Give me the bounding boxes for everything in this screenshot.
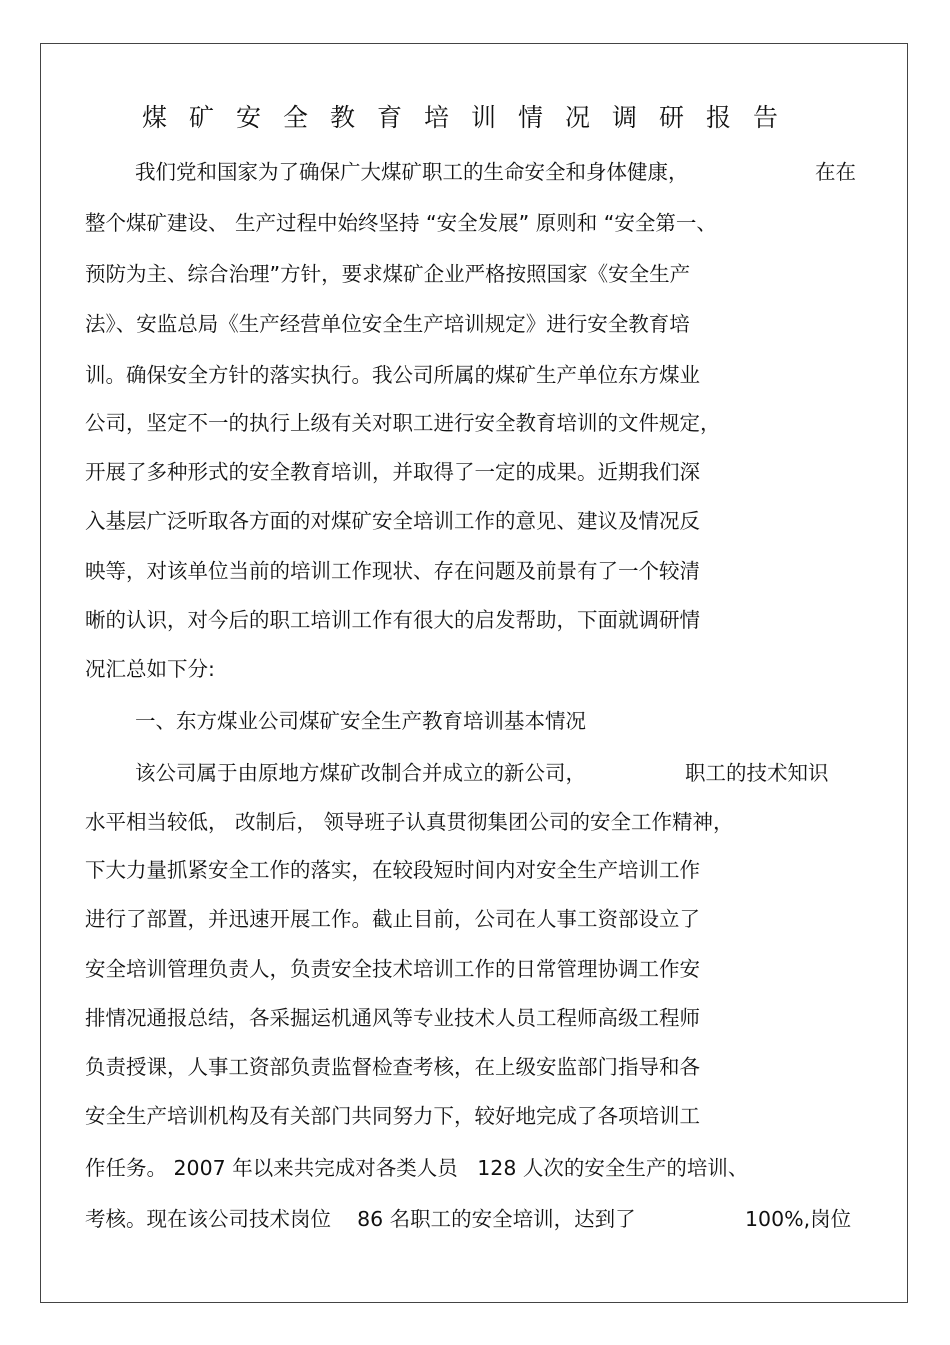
paragraph-line: 况汇总如下分: (85, 657, 215, 681)
paragraph-line: 排情况通报总结，各采掘运机通风等专业技术人员工程师高级工程师 (85, 1006, 700, 1030)
paragraph-line: 预防为主、综合治理”方针，要求煤矿企业严格按照国家《安全生产 (85, 262, 691, 286)
line-tail-text: 在在 (815, 160, 856, 184)
line-tail-text: 职工的技术知识 (685, 761, 829, 785)
paragraph-line: 安全生产培训机构及有关部门共同努力下，较好地完成了各项培训工 (85, 1104, 700, 1128)
paragraph-line: 进行了部置，并迅速开展工作。截止目前，公司在人事工资部设立了 (85, 907, 700, 931)
paragraph-line: 映等，对该单位当前的培训工作现状、存在问题及前景有了一个较清 (85, 559, 700, 583)
paragraph-line: 训。确保安全方针的落实执行。我公司所属的煤矿生产单位东方煤业 (85, 363, 700, 387)
paragraph-line: 法》、安监总局《生产经营单位安全生产培训规定》进行安全教育培 (85, 312, 690, 336)
document-title: 煤矿安全教育培训情况调研报告 (142, 103, 801, 132)
paragraph-line: 该公司属于由原地方煤矿改制合并成立的新公司， 职工的技术知识 (135, 757, 586, 789)
paragraph-line: 入基层广泛听取各方面的对煤矿安全培训工作的意见、建议及情况反 (85, 509, 700, 533)
paragraph-line: 考核。现在该公司技术岗位 86 名职工的安全培训，达到了 100%,岗位 (85, 1203, 636, 1235)
paragraph-line: 水平相当较低， 改制后， 领导班子认真贯彻集团公司的安全工作精神， (85, 810, 734, 834)
paragraph-line: 晰的认识，对今后的职工培训工作有很大的启发帮助，下面就调研情 (85, 608, 700, 632)
paragraph-line: 我们党和国家为了确保广大煤矿职工的生命安全和身体健康， 在在 (135, 156, 689, 188)
line-tail-text: 100%,岗位 (745, 1207, 852, 1231)
paragraph-line: 公司，坚定不一的执行上级有关对职工进行安全教育培训的文件规定， (85, 411, 721, 435)
paragraph-line: 作任务。 2007 年以来共完成对各类人员 128 人次的安全生产的培训、 (85, 1156, 749, 1180)
paragraph-line: 开展了多种形式的安全教育培训，并取得了一定的成果。近期我们深 (85, 460, 700, 484)
paragraph-line: 安全培训管理负责人，负责安全技术培训工作的日常管理协调工作安 (85, 957, 700, 981)
paragraph-line: 整个煤矿建设、 生产过程中始终坚持 “安全发展” 原则和 “安全第一、 (85, 211, 717, 235)
paragraph-line: 下大力量抓紧安全工作的落实，在较段短时间内对安全生产培训工作 (85, 858, 700, 882)
section-heading: 一、东方煤业公司煤矿安全生产教育培训基本情况 (135, 709, 586, 733)
paragraph-line: 负责授课，人事工资部负责监督检查考核，在上级安监部门指导和各 (85, 1055, 700, 1079)
